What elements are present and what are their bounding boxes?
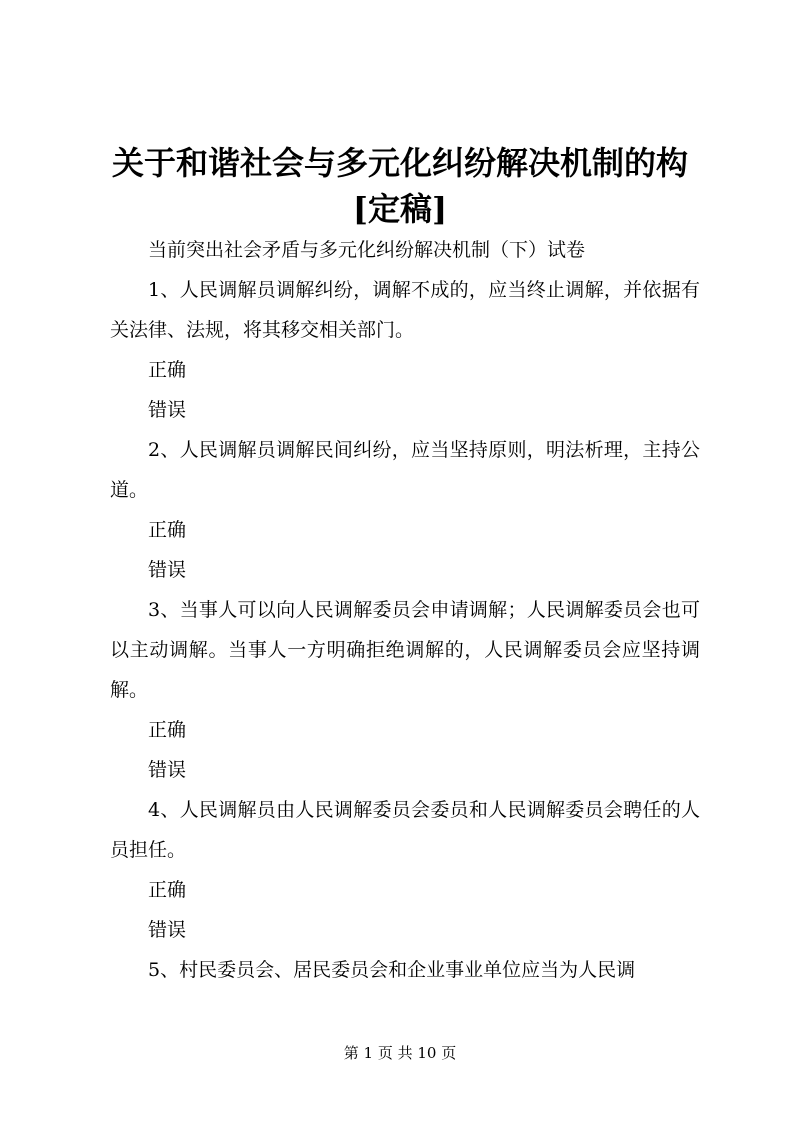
- question-3: 3、当事人可以向人民调解委员会申请调解；人民调解委员会也可以主动调解。当事人一方明确拒绝调解的，人民调解委员会应坚持调解。: [110, 599, 700, 701]
- paragraph-exam-title: 当前突出社会矛盾与多元化纠纷解决机制（下）试卷: [148, 239, 586, 261]
- option-correct: 正确: [148, 879, 187, 901]
- document-title: 关于和谐社会与多元化纠纷解决机制的构[定稿]: [111, 144, 688, 228]
- option-wrong: 错误: [148, 399, 187, 421]
- document-body: [110, 230, 700, 990]
- option-wrong: 错误: [148, 919, 187, 941]
- option-correct: 正确: [148, 359, 187, 381]
- option-wrong: 错误: [148, 759, 187, 781]
- question-1: 1、人民调解员调解纠纷，调解不成的，应当终止调解，并依据有关法律、法规，将其移交相关部门。: [110, 279, 700, 341]
- option-correct: 正确: [148, 519, 187, 541]
- question-5: 5、村民委员会、居民委员会和企业事业单位应当为人民调: [148, 959, 636, 981]
- question-2: 2、人民调解员调解民间纠纷，应当坚持原则，明法析理，主持公道。: [110, 439, 700, 501]
- question-4: 4、人民调解员由人民调解委员会委员和人民调解委员会聘任的人员担任。: [110, 799, 700, 861]
- page-footer: 第 1 页 共 10 页: [343, 1044, 457, 1062]
- option-wrong: 错误: [148, 559, 187, 581]
- option-correct: 正确: [148, 719, 187, 741]
